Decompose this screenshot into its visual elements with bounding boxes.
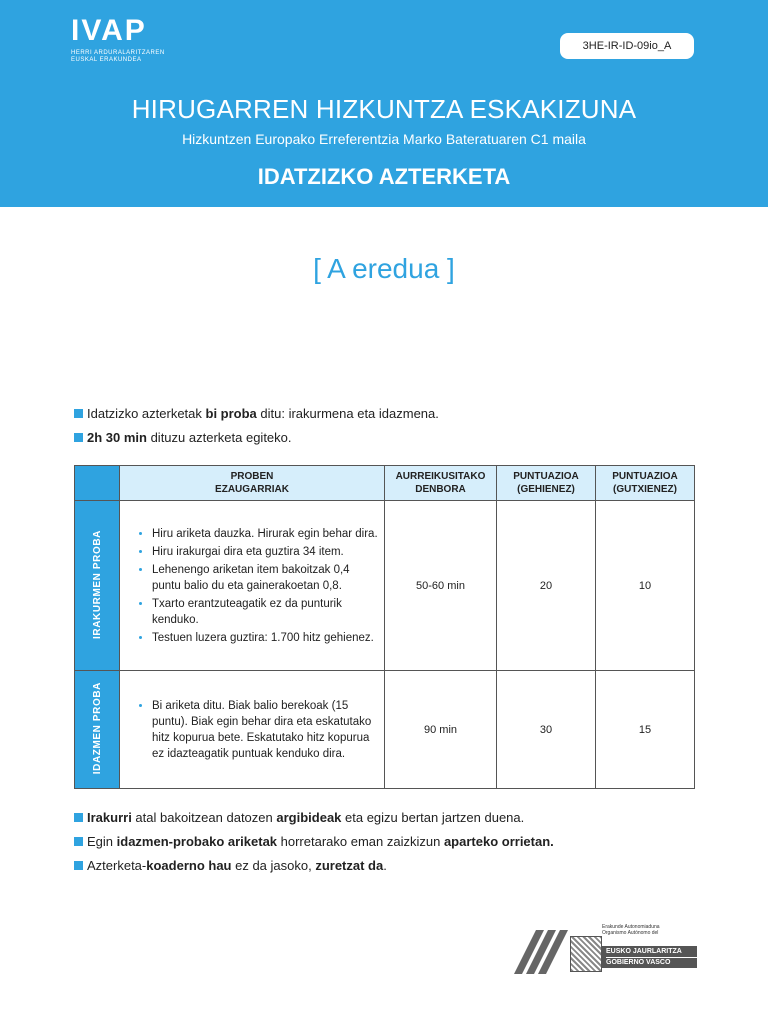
exam-title: IDATZIZKO AZTERKETA — [257, 164, 511, 189]
logo-line-1: HERRI ARDURALARITZAREN — [71, 50, 165, 56]
note-text: . — [383, 858, 387, 873]
model-label: [ A eredua ] — [313, 253, 455, 284]
list-item: • Hiru irakurgai dira eta guztira 34 item. — [152, 544, 378, 560]
intro-text: Idatzizko azterketak — [87, 406, 206, 421]
square-bullet-icon — [74, 433, 83, 442]
logo-wordmark: IVAP — [71, 14, 147, 47]
page-subtitle: Hizkuntzen Europako Erreferentzia Marko Bateratuaren C1 maila — [182, 131, 586, 147]
note-item — [74, 854, 554, 878]
header-corner-cell — [75, 466, 120, 501]
logo-line-2: EUSKAL ERAKUNDEA — [71, 57, 142, 63]
row-label-writing: IDAZMEN PROBA — [75, 671, 120, 789]
intro-list — [74, 402, 439, 450]
intro-item — [74, 402, 439, 426]
list-item: • Testuen luzera guztira: 1.700 hitz gehienez. — [152, 630, 378, 646]
page-title: HIRUGARREN HIZKUNTZA ESKAKIZUNA — [131, 94, 637, 124]
square-bullet-icon — [74, 409, 83, 418]
note-text: horretarako eman zaizkizun — [277, 834, 444, 849]
note-text: Egin — [87, 834, 117, 849]
intro-text: ditu: irakurmena eta idazmena. — [256, 406, 439, 421]
header-banner — [0, 0, 768, 207]
list-item: • Txarto erantzuteagatik ez da punturik kenduko. — [152, 596, 378, 628]
header-time: AURREIKUSITAKO DENBORA — [385, 466, 497, 501]
note-text: eta egizu bertan jartzen duena. — [341, 810, 525, 825]
note-bold: Irakurri — [87, 810, 132, 825]
square-bullet-icon — [74, 861, 83, 870]
row-label-reading: IRAKURMEN PROBA — [75, 501, 120, 671]
min-score-reading: 10 — [596, 501, 695, 671]
note-bold: koaderno hau — [146, 858, 232, 873]
stripes-icon — [512, 930, 568, 974]
min-score-writing: 15 — [596, 671, 695, 789]
header-max-score: PUNTUAZIOA (GEHIENEZ) — [497, 466, 596, 501]
note-bold: aparteko orrietan. — [443, 834, 554, 849]
government-logo — [512, 922, 697, 974]
time-reading: 50-60 min — [385, 501, 497, 671]
intro-bold: bi proba — [205, 406, 257, 421]
ivap-logo — [71, 16, 165, 64]
footer-small-text: Erakunde Autonomiadunа Organismo Autónomo del — [602, 924, 660, 936]
table-row — [75, 501, 695, 671]
time-writing: 90 min — [385, 671, 497, 789]
list-item: • Bi ariketa ditu. Biak balio berekoak (15 puntu). Biak egin behar dira eta eskatutako hitz kopurua bete. Eskatutako hitz kopurua ez idazteagatik puntuak kenduko dira. — [152, 698, 378, 762]
table-header-row — [75, 466, 695, 501]
list-item: • Hiru ariketa dauzka. Hirurak egin behar dira. — [152, 526, 378, 542]
intro-bold: 2h 30 min — [87, 430, 147, 445]
max-score-reading: 20 — [497, 501, 596, 671]
list-item: • Lehenengo ariketan item bakoitzak 0,4 puntu balio du eta gainerakoetan 0,8. — [152, 562, 378, 594]
square-bullet-icon — [74, 813, 83, 822]
table-row — [75, 671, 695, 789]
government-name-box: EUSKO JAURLARITZA GOBIERNO VASCO — [602, 946, 697, 968]
features-writing — [120, 671, 385, 789]
note-text: ez da jasoko, — [231, 858, 316, 873]
notes-list — [74, 806, 554, 878]
note-text: atal bakoitzean datozen — [131, 810, 277, 825]
max-score-writing: 30 — [497, 671, 596, 789]
intro-item — [74, 426, 439, 450]
intro-text: dituzu azterketa egiteko. — [146, 430, 292, 445]
note-bold: zuretzat da — [315, 858, 384, 873]
square-bullet-icon — [74, 837, 83, 846]
features-reading — [120, 501, 385, 671]
exam-table — [74, 465, 695, 789]
note-bold: idazmen-probako ariketak — [116, 834, 278, 849]
document-code: 3HE-IR-ID-09io_A — [560, 33, 694, 59]
coat-of-arms-icon — [570, 936, 602, 972]
note-text: Azterketa- — [87, 858, 147, 873]
header-features: PROBEN EZAUGARRIAK — [120, 466, 385, 501]
note-item — [74, 806, 554, 830]
note-item — [74, 830, 554, 854]
note-bold: argibideak — [276, 810, 342, 825]
header-min-score: PUNTUAZIOA (GUTXIENEZ) — [596, 466, 695, 501]
